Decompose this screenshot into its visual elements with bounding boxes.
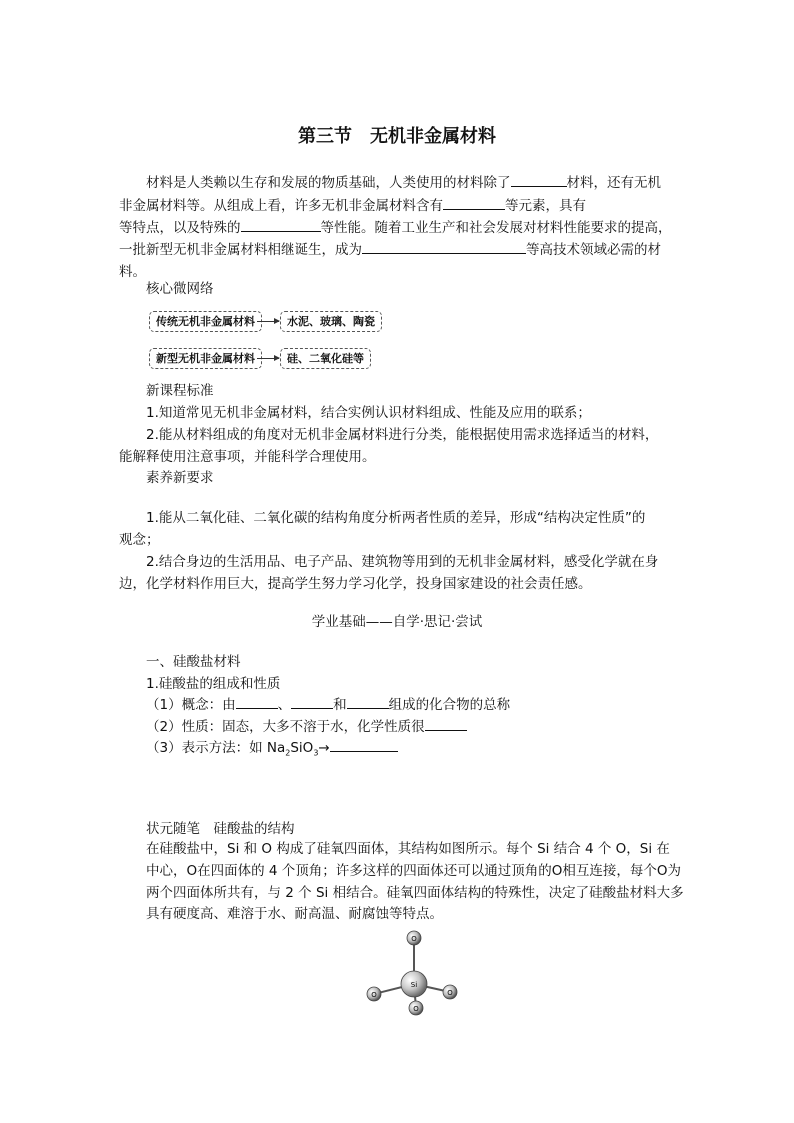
arrow-icon xyxy=(257,321,279,322)
concept-text: （1）概念：由 xyxy=(146,697,236,713)
intro-text: 材料，还有无机 xyxy=(566,175,661,191)
property-text: （2）性质：固态，大多不溶于水，化学性质很 xyxy=(146,719,425,735)
fill-blank[interactable] xyxy=(330,737,398,752)
property-line xyxy=(146,716,467,738)
concept-line xyxy=(146,694,510,716)
part1-heading: 一、硅酸盐材料 xyxy=(146,654,241,670)
representation-line xyxy=(146,737,398,765)
network-box-new: 新型无机非金属材料 xyxy=(149,348,262,369)
atom-label: O xyxy=(371,991,377,999)
intro-line-5: 料。 xyxy=(119,264,146,280)
standard-item-1: 1.知道常见无机非金属材料，结合实例认识材料组成、性能及应用的联系； xyxy=(146,405,591,421)
fill-blank[interactable] xyxy=(236,694,278,709)
network-box-new-examples: 硅、二氧化硅等 xyxy=(280,348,371,369)
intro-line-3 xyxy=(119,217,672,239)
intro-line-2 xyxy=(119,195,586,217)
part1-subheading: 1.硅酸盐的组成和性质 xyxy=(146,676,281,692)
fill-blank[interactable] xyxy=(443,195,505,210)
intro-line-4 xyxy=(119,239,661,261)
standard-item-2-cont: 能解释使用注意事项，并能科学合理使用。 xyxy=(119,449,376,465)
literacy-item-1: 1.能从二氧化硅、二氧化碳的结构角度分析两者性质的差异，形成“结构决定性质”的 xyxy=(146,510,646,526)
subscript: 2 xyxy=(285,748,291,758)
subscript: 3 xyxy=(313,748,319,758)
fill-blank[interactable] xyxy=(241,217,321,232)
literacy-item-2-cont: 边，化学材料作用巨大，提高学生努力学习化学，投身国家建设的社会责任感。 xyxy=(119,576,592,592)
representation-text: （3）表示方法：如 Na xyxy=(146,740,286,756)
intro-text: 等高技术领域必需的材 xyxy=(526,242,661,258)
atom-label: Si xyxy=(410,981,418,989)
network-box-traditional-examples: 水泥、玻璃、陶瓷 xyxy=(280,311,382,332)
note-line-1: 在硅酸盐中，Si 和 O 构成了硅氧四面体，其结构如图所示。每个 Si 结合 4 个 O，Si 在 xyxy=(146,841,670,857)
intro-text: 非金属材料等。从组成上看，许多无机非金属材料含有 xyxy=(119,198,443,214)
note-line-2: 中心，O在四面体的 4 个顶角；许多这样的四面体还可以通过顶角的O相互连接，每个O为 xyxy=(146,863,682,879)
intro-text: 等性能。随着工业生产和社会发展对材料性能要求的提高， xyxy=(320,220,672,236)
intro-text: 等元素，具有 xyxy=(505,198,586,214)
intro-text: 等特点，以及特殊的 xyxy=(119,220,241,236)
arrow-text: → xyxy=(318,740,330,756)
intro-text: 一批新型无机非金属材料相继诞生，成为 xyxy=(119,242,362,258)
atom-label: O xyxy=(413,1005,419,1013)
standard-item-2: 2.能从材料组成的角度对无机非金属材料进行分类，能根据使用需求选择适当的材料， xyxy=(146,427,659,443)
fill-blank[interactable] xyxy=(511,172,567,187)
fill-blank[interactable] xyxy=(291,694,333,709)
intro-line-1 xyxy=(146,172,661,194)
concept-text: 组成的化合物的总称 xyxy=(388,697,511,713)
atom-label: O xyxy=(447,989,453,997)
arrow-icon xyxy=(257,358,279,359)
literacy-item-1-cont: 观念； xyxy=(119,532,160,548)
page-title: 第三节 无机非金属材料 xyxy=(298,126,496,147)
atom-label: O xyxy=(411,935,417,943)
fill-blank[interactable] xyxy=(347,694,389,709)
intro-text: 材料是人类赖以生存和发展的物质基础，人类使用的材料除了 xyxy=(146,175,511,191)
note-line-3: 两个四面体所共有，与 2 个 Si 相结合。硅氧四面体结构的特殊性，决定了硅酸盐材料大多 xyxy=(146,885,684,901)
representation-text: SiO xyxy=(290,740,314,756)
core-network-heading: 核心微网络 xyxy=(146,281,214,297)
silicon-oxygen-tetrahedron-diagram xyxy=(362,926,462,1021)
network-box-traditional: 传统无机非金属材料 xyxy=(149,311,262,332)
section-banner: 学业基础——自学·思记·尝试 xyxy=(311,614,483,630)
note-heading: 状元随笔 硅酸盐的结构 xyxy=(146,821,295,837)
concept-text: 和 xyxy=(333,697,347,713)
literacy-heading: 素养新要求 xyxy=(146,470,214,486)
literacy-item-2: 2.结合身边的生活用品、电子产品、建筑物等用到的无机非金属材料，感受化学就在身 xyxy=(146,554,659,570)
standard-heading: 新课程标准 xyxy=(146,383,214,399)
note-line-4: 具有硬度高、难溶于水、耐高温、耐腐蚀等特点。 xyxy=(146,906,443,922)
concept-text: 、 xyxy=(277,697,292,713)
fill-blank[interactable] xyxy=(425,716,467,731)
fill-blank[interactable] xyxy=(362,239,526,254)
